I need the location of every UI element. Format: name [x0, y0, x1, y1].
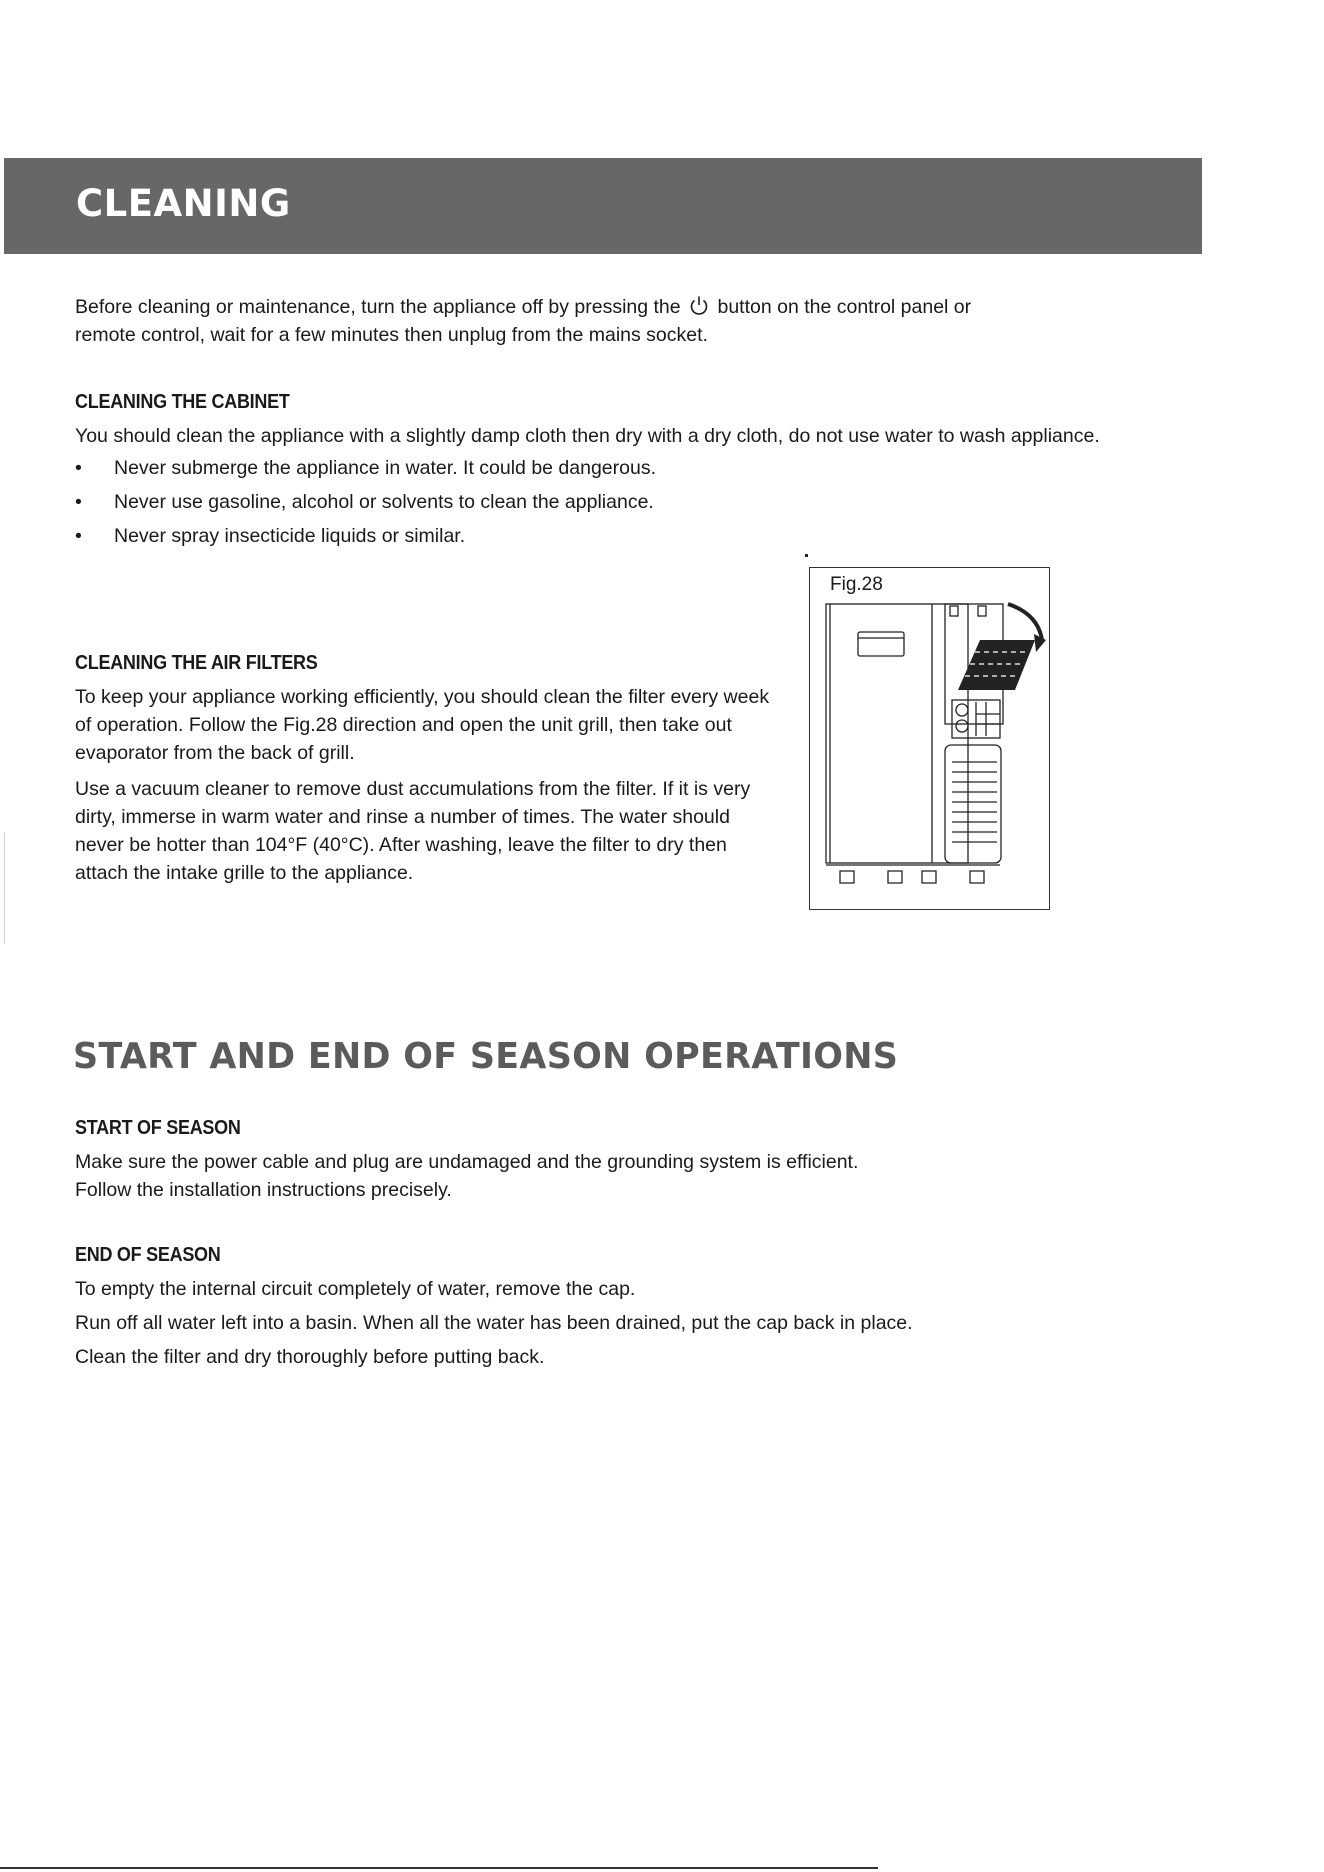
figure-label: Fig.28	[830, 574, 883, 595]
list-item	[75, 522, 1145, 550]
filters-paragraph-2: Use a vacuum cleaner to remove dust accumulations from the filter. If it is very dirty, immerse in warm water and rinse a number of times. The water should never be hotter than 104°F (40°C). After washing, leave the filter to dry then attach the intake grille to the appliance.	[75, 778, 751, 884]
cabinet-heading: CLEANING THE CABINET	[75, 391, 290, 413]
end-of-season-section	[75, 1241, 1145, 1371]
end-line-3: Clean the filter and dry thoroughly before putting back.	[75, 1346, 545, 1368]
cabinet-bullet-list	[75, 454, 1145, 550]
intro-text-line2: remote control, wait for a few minutes then unplug from the mains socket.	[75, 324, 708, 346]
season-heading: START AND END OF SEASON OPERATIONS	[73, 1036, 899, 1077]
end-of-season-heading: END OF SEASON	[75, 1244, 221, 1266]
bullet-icon: •	[75, 491, 82, 513]
bullet-text: Never submerge the appliance in water. It could be dangerous.	[114, 457, 657, 479]
power-icon	[688, 294, 710, 316]
start-line-1: Make sure the power cable and plug are undamaged and the grounding system is efficient.	[75, 1151, 859, 1173]
intro-paragraph	[75, 293, 1135, 349]
cabinet-section	[75, 388, 1145, 556]
cabinet-text: You should clean the appliance with a slightly damp cloth then dry with a dry cloth, do not use water to wash appliance.	[75, 425, 1100, 447]
bullet-icon: •	[75, 525, 82, 547]
section-banner	[4, 158, 1202, 254]
list-item	[75, 488, 1145, 516]
start-of-season-section	[75, 1114, 1145, 1204]
start-of-season-heading: START OF SEASON	[75, 1117, 241, 1139]
start-line-2: Follow the installation instructions precisely.	[75, 1179, 452, 1201]
end-line-1: To empty the internal circuit completely of water, remove the cap.	[75, 1278, 636, 1300]
end-line-2: Run off all water left into a basin. When all the water has been drained, put the cap back in place.	[75, 1312, 913, 1334]
figure-28	[809, 567, 1050, 910]
margin-line	[4, 832, 5, 944]
list-item	[75, 454, 1145, 482]
bullet-text: Never use gasoline, alcohol or solvents to clean the appliance.	[114, 491, 654, 513]
filters-heading: CLEANING THE AIR FILTERS	[75, 652, 318, 674]
stray-dot	[805, 554, 808, 557]
section-title: CLEANING	[76, 182, 291, 225]
filters-section	[75, 649, 779, 887]
intro-text-end: button on the control panel or	[717, 296, 972, 318]
bullet-text: Never spray insecticide liquids or similar.	[114, 525, 466, 547]
intro-text-start: Before cleaning or maintenance, turn the appliance off by pressing the	[75, 296, 681, 318]
air-conditioner-filter-illustration	[810, 568, 1051, 911]
bullet-icon: •	[75, 457, 82, 479]
filters-paragraph-1: To keep your appliance working efficiently, you should clean the filter every week of operation. Follow the Fig.28 direction and open the unit grill, then take out evaporator from the back of grill.	[75, 686, 770, 764]
bottom-rule	[0, 1867, 878, 1869]
